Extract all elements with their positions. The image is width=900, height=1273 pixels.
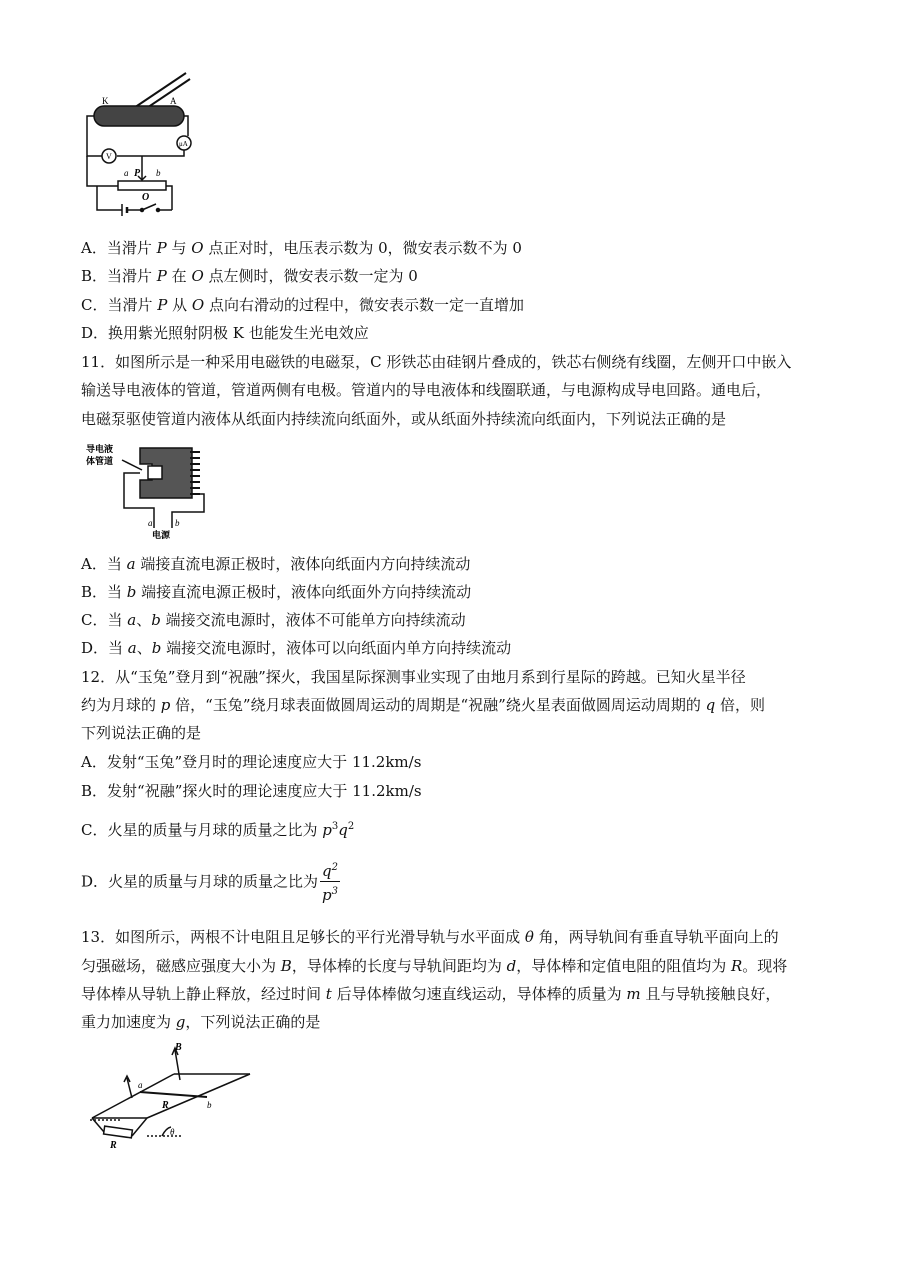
em-pump-diagram <box>82 440 217 540</box>
q12-option-b: B．发射“祝融”探火时的理论速度应大于 11.2km/s <box>81 782 422 800</box>
q11-stem-line-2: 输送导电液体的管道，管道两侧有电极。管道内的导电液体和线圈联通，与电源构成导电回路。通电后， <box>81 381 772 399</box>
inclined-rails-diagram <box>82 1040 257 1150</box>
label-resistor-r: R <box>110 1140 117 1150</box>
label-b-end: b <box>207 1100 212 1110</box>
label-a-anode: A <box>170 96 177 106</box>
q13-stem-line-3: 导体棒从导轨上静止释放，经过时间 t 后导体棒做匀速直线运动，导体棒的质量为 m 且与导轨接触良好， <box>81 985 781 1003</box>
label-rod-r: R <box>162 1100 169 1111</box>
label-k: K <box>102 96 109 106</box>
photoelectric-circuit-diagram <box>82 68 197 228</box>
q12-option-a: A．发射“玉兔”登月时的理论速度应大于 11.2km/s <box>81 753 422 771</box>
q12-stem-line-1: 12．从“玉兔”登月到“祝融”探火，我国星际探测事业实现了由地月系到行星际的跨越。已知火星半径 <box>81 668 746 686</box>
label-a-end: a <box>138 1080 143 1090</box>
q11-stem-line-1: 11．如图所示是一种采用电磁铁的电磁泵，C 形铁芯由硅钢片叠成的，铁芯右侧绕有线圈，左侧开口中嵌入 <box>81 353 792 371</box>
q11-option-d: D．当 a、b 端接交流电源时，液体可以向纸面内单方向持续流动 <box>81 639 512 657</box>
label-microammeter: μA <box>179 140 188 148</box>
label-p-slider: P <box>134 168 141 179</box>
label-theta: θ <box>170 1127 175 1137</box>
q12-stem-line-3: 下列说法正确的是 <box>81 724 202 742</box>
inclined-rails-figure <box>82 1040 257 1150</box>
label-a-end: a <box>124 168 129 178</box>
q10-option-a: A．当滑片 P 与 O 点正对时，电压表示数为 0，微安表示数不为 0 <box>81 239 522 257</box>
q11-option-b: B．当 b 端接直流电源正极时，液体向纸面外方向持续流动 <box>81 583 472 601</box>
em-pump-figure <box>82 440 217 540</box>
q11-option-c: C．当 a、b 端接交流电源时，液体不可能单方向持续流动 <box>81 611 466 629</box>
label-voltmeter: V <box>106 152 112 161</box>
q12-stem-line-2: 约为月球的 p 倍，“玉兔”绕月球表面做圆周运动的周期是“祝融”绕火星表面做圆周运动周期的 q 倍，则 <box>81 696 765 714</box>
label-o-point: O <box>142 192 150 203</box>
q10-option-d: D．换用紫光照射阴极 K 也能发生光电效应 <box>81 324 369 342</box>
q12-option-d-fraction: $\frac{q^2}{p^3}$ <box>320 858 340 905</box>
q12-option-d: D．火星的质量与月球的质量之比为 $\frac{q^2}{p^3}$ <box>81 858 340 905</box>
q10-option-b: B．当滑片 P 在 O 点左侧时，微安表示数一定为 0 <box>81 267 418 285</box>
q10-option-c: C．当滑片 P 从 O 点向右滑动的过程中，微安表示数一定一直增加 <box>81 296 524 314</box>
q13-stem-line-4: 重力加速度为 g，下列说法正确的是 <box>81 1013 321 1031</box>
q12-option-c: C．火星的质量与月球的质量之比为 $p^3q^2$ <box>81 821 355 839</box>
label-a-terminal: a <box>148 518 153 528</box>
label-b-terminal: b <box>175 518 180 528</box>
label-pipe-line1: 导电液 <box>86 444 114 454</box>
q11-option-a: A．当 a 端接直流电源正极时，液体向纸面内方向持续流动 <box>81 555 471 573</box>
q13-stem-line-2: 匀强磁场，磁感应强度大小为 B，导体棒的长度与导轨间距均为 d，导体棒和定值电阻的阻值均为 R。现将 <box>81 957 788 975</box>
label-b-end: b <box>156 168 161 178</box>
q13-stem-line-1: 13．如图所示，两根不计电阻且足够长的平行光滑导轨与水平面成 θ 角，两导轨间有垂直导轨平面向上的 <box>81 928 779 946</box>
label-b-field: B <box>175 1042 182 1053</box>
label-power: 电源 <box>152 530 171 540</box>
photoelectric-circuit-figure <box>82 68 197 228</box>
label-pipe-line2: 体管道 <box>86 456 114 466</box>
q11-stem-line-3: 电磁泵驱使管道内液体从纸面内持续流向纸面外，或从纸面外持续流向纸面内，下列说法正确的是 <box>81 410 727 428</box>
